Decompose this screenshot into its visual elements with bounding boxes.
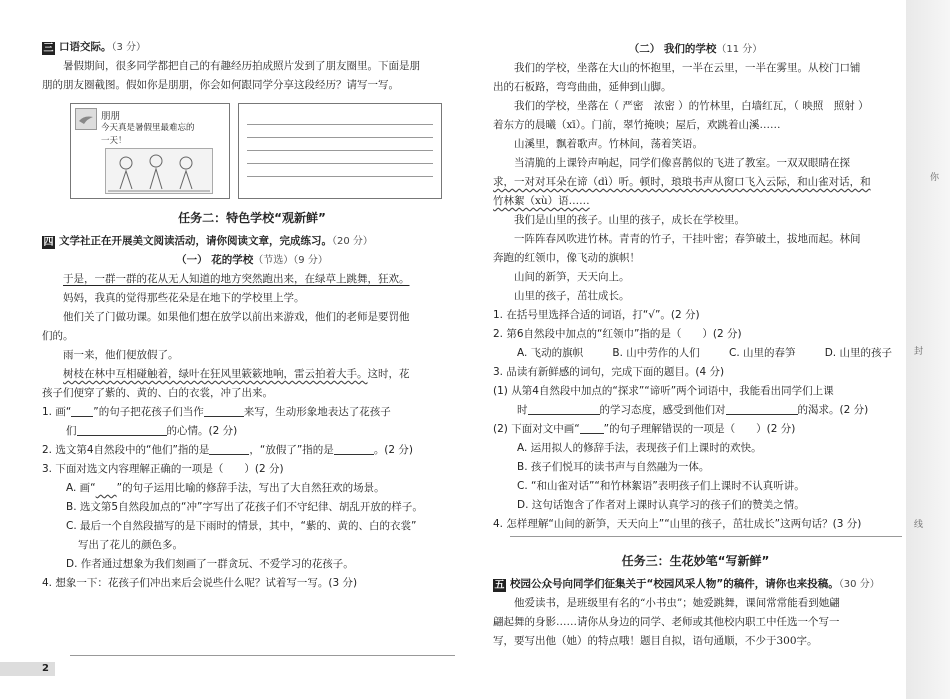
passage-line: 我们的学校，坐落在大山的怀抱里，一半在云里，一半在雾里。从校门口铺 xyxy=(514,62,861,74)
question-2: 2. 选文第4自然段中的“他们”指的是 ，“放假了”指的是 。(2 分) xyxy=(42,444,414,456)
option-c[interactable]: C. 山里的春笋 xyxy=(728,347,796,359)
section-5-area xyxy=(493,546,898,651)
option-b[interactable]: B. 选文第5自然段加点的“冲”字写出了花孩子们不守纪律、胡乱开放的样子。 xyxy=(66,501,423,513)
passage-line: 求，一对对耳朵在谛（dì）听。顿时，琅琅书声从窗口飞入云际，和山雀对话，和 xyxy=(493,176,871,188)
option-c-cont: 写出了花儿的颜色多。 xyxy=(78,539,183,551)
passage-line: 当清脆的上课铃声响起，同学们像喜鹊似的飞进了教室。一双双眼睛在探 xyxy=(514,157,850,169)
avatar xyxy=(75,108,97,130)
bird-icon xyxy=(76,109,96,129)
question-2-4: 4. 怎样理解“山间的新笋，天天向上”“山里的孩子，茁壮成长”这两句话？(3 分) xyxy=(493,518,862,530)
passage-line: 树枝在林中互相碰触着，绿叶在狂风里簌簌地响，雷云拍着大手。这时，花 xyxy=(63,368,410,380)
photo-illustration xyxy=(105,148,213,194)
option-d[interactable]: D. 这句话饱含了作者对上课时认真学习的孩子们的赞美之情。 xyxy=(517,499,805,511)
paragraph: 暑假期间，很多同学都把自己的有趣经历拍成照片发到了朋友圈里。下面是朋 xyxy=(63,60,420,72)
option-d[interactable]: D. 山里的孩子 xyxy=(824,347,892,359)
sub-question-1-cont: 时 的学习态度，感受到他们对 的渴求。(2 分) xyxy=(517,404,869,416)
passage-line: 们的。 xyxy=(42,330,74,342)
option-a[interactable]: A. 运用拟人的修辞手法，表现孩子们上课时的欢快。 xyxy=(517,442,762,454)
section-title: 校园公众号向同学们征集关于“校园风采人物”的稿件，请你也来投稿。 xyxy=(510,578,839,590)
passage-line: 雨一来，他们便放假了。 xyxy=(63,349,179,361)
question-4: 4. 想象一下：花孩子们冲出来后会说些什么呢？试着写一写。(3 分) xyxy=(42,577,358,589)
binding-mark: 封 xyxy=(914,347,924,357)
task-3-title: 任务三：生花妙笔“写新鲜” xyxy=(621,554,770,568)
moments-card xyxy=(70,103,230,199)
card-text: 一天！ xyxy=(101,136,127,146)
question-1: 1. 画“ ”的句子把花孩子们当作 来写，生动形象地表达了花孩子 xyxy=(42,406,391,418)
question-2-1: 1. 在括号里选择合适的词语，打“√”。(2 分) xyxy=(493,309,700,321)
passage-line: 山间的新笋，天天向上。 xyxy=(514,271,630,283)
answer-line[interactable] xyxy=(70,655,455,656)
section-4-heading xyxy=(42,232,462,251)
left-column xyxy=(42,38,462,593)
binding-mark: 你 xyxy=(930,173,940,183)
writing-box[interactable] xyxy=(238,103,442,199)
answer-line[interactable] xyxy=(510,536,902,537)
section-number: 五 xyxy=(494,580,505,591)
passage-line: 山溪里，飘着歌声。竹林间，荡着笑语。 xyxy=(514,138,703,150)
page-number: 2 xyxy=(0,662,55,676)
answer-blank[interactable] xyxy=(204,405,244,417)
section-number: 三 xyxy=(43,43,54,54)
answer-blank[interactable] xyxy=(77,424,167,436)
option-b[interactable]: B. 山中劳作的人们 xyxy=(612,347,700,359)
passage-line: 我们的学校，坐落在（ 严密 浓密 ）的竹林里，白墙红瓦，（ 映照 照射 ） xyxy=(514,100,869,112)
option-c[interactable]: C. “和山雀对话”“和竹林絮语”表明孩子们上课时不认真听讲。 xyxy=(517,480,805,492)
binding-mark: 线 xyxy=(914,520,924,530)
passage-line: 山里的孩子，茁壮成长。 xyxy=(514,290,630,302)
section-number: 四 xyxy=(43,237,54,248)
passage-line: 奔跑的红领巾，像飞动的旗帜！ xyxy=(493,252,640,264)
passage-line: 出的石板路，弯弯曲曲，延伸到山脚。 xyxy=(493,81,672,93)
passage-line: 一阵阵春风吹进竹林。青青的竹子，干挂叶密；春笋破土，拔地而起。林间 xyxy=(514,233,861,245)
option-c[interactable]: C. 最后一个自然段描写的是下雨时的情景，其中，“紫的、黄的、白的衣裳” xyxy=(66,520,417,532)
passage-line: 妈妈，我真的觉得那些花朵是在地下的学校里上学。 xyxy=(63,292,305,304)
section-score: （3 分） xyxy=(111,42,147,53)
question-2-2: 2. 第6自然段中加点的“红领巾”指的是（ ）(2 分) xyxy=(493,328,742,340)
question-1-cont: 们 的心情。(2 分) xyxy=(66,425,238,437)
children-picnic-icon xyxy=(106,149,212,193)
paragraph: 翩起舞的身影……请你从身边的同学、老师或其他校内职工中任选一个写一 xyxy=(493,616,840,628)
paragraph: 写，要写出他（她）的特点哦！题目自拟，语句通顺，不少于300字。 xyxy=(493,635,818,647)
paragraph: 朋的朋友圈截图。假如你是朋朋，你会如何跟同学分享这段经历？请写一写。 xyxy=(42,79,399,91)
passage-line: 他们关了门做功课。如果他们想在放学以前出来游戏，他们的老师是要罚他 xyxy=(63,311,410,323)
binding-strip xyxy=(906,0,950,699)
sub-question-2: (2) 下面对文中画“ ”的句子理解错误的一项是（ ）(2 分) xyxy=(493,423,796,435)
right-column xyxy=(493,40,898,534)
passage-2-title: （二） 我们的学校（11 分） xyxy=(628,43,763,55)
option-b[interactable]: B. 孩子们悦耳的读书声与自然融为一体。 xyxy=(517,461,710,473)
section-score: （20 分） xyxy=(332,236,373,247)
passage-line: 于是，一群一群的花从无人知道的地方突然跑出来，在绿草上跳舞，狂欢。 xyxy=(63,273,410,285)
section-title: 口语交际。 xyxy=(59,41,112,53)
question-3: 3. 下面对选文内容理解正确的一项是（ ）(2 分) xyxy=(42,463,284,475)
question-2-3: 3. 品读有新鲜感的词句，完成下面的题目。(4 分) xyxy=(493,366,725,378)
option-d[interactable]: D. 作者通过想象为我们刻画了一群贪玩、不爱学习的花孩子。 xyxy=(66,558,354,570)
task-2-title: 任务二：特色学校“观新鲜” xyxy=(178,211,326,225)
passage-line: 孩子们便穿了紫的、黄的、白的衣裳，冲了出来。 xyxy=(42,387,273,399)
answer-blank[interactable] xyxy=(726,403,798,415)
option-a[interactable]: A. 画“ ”的句子运用比喻的修辞手法，写出了大自然狂欢的场景。 xyxy=(66,482,385,494)
section-3-heading xyxy=(42,38,462,57)
answer-blank[interactable] xyxy=(528,403,600,415)
passage-line: 我们是山里的孩子。山里的孩子，成长在学校里。 xyxy=(514,214,745,226)
passage-line: 竹林絮（xù）语…… xyxy=(493,195,590,207)
sub-question-1: (1) 从第4自然段中加点的“探求”“谛听”两个词语中，我能看出同学们上课 xyxy=(493,385,834,397)
section-title: 文学社正在开展美文阅读活动，请你阅读文章，完成练习。 xyxy=(59,235,332,247)
answer-blank[interactable] xyxy=(334,443,374,455)
card-text: 今天真是暑假里最难忘的 xyxy=(101,123,195,133)
section-5-heading: 五 校园公众号向同学们征集关于“校园风采人物”的稿件，请你也来投稿。（30 分） xyxy=(494,578,880,591)
paragraph: 他爱读书，是班级里有名的“小书虫”；她爱跳舞，课间常常能看到她翩 xyxy=(514,597,840,609)
passage-line: 着东方的晨曦（xī）。门前，翠竹掩映；屋后，欢跳着山溪…… xyxy=(493,119,781,131)
card-name: 朋朋 xyxy=(101,111,121,122)
answer-blank[interactable] xyxy=(209,443,249,455)
option-a[interactable]: A. 飞动的旗帜 xyxy=(517,347,584,359)
options-row xyxy=(493,344,898,363)
passage-1-title: （一） 花的学校（节选）（9 分） xyxy=(176,254,328,266)
moments-area xyxy=(42,103,462,203)
